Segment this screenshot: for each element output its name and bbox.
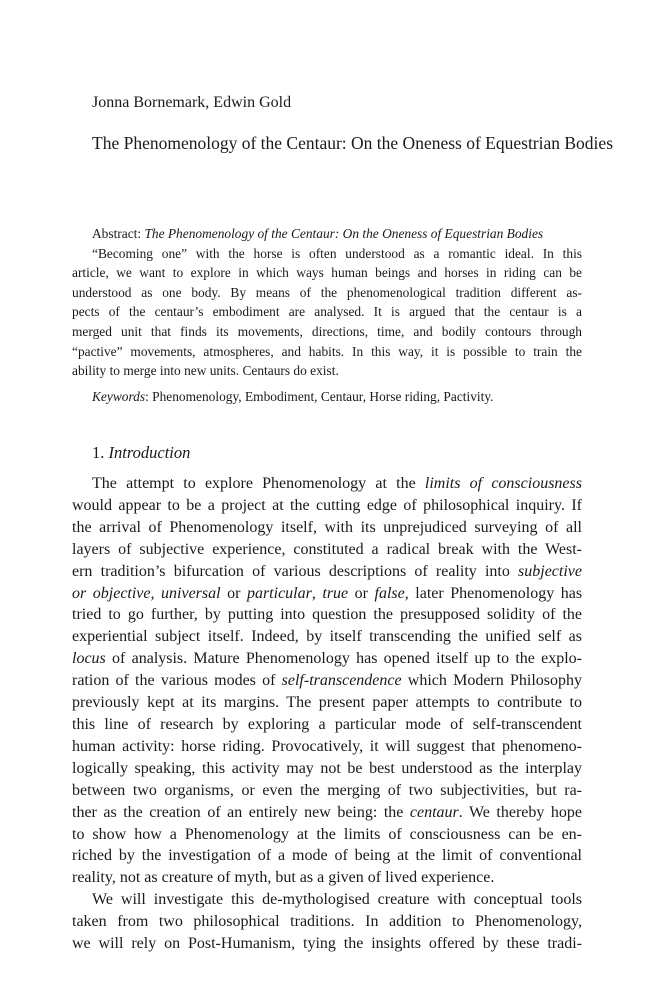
body-text-run: riched by the investigation of a mode of being at the limit of conventional	[72, 847, 582, 865]
abstract-line: understood as one body. By means of the phenomenological tradition different as-	[72, 284, 582, 300]
section-number: 1.	[92, 443, 109, 462]
body-text-run: taken from two philosophical traditions. In addition to Phenomenology,	[72, 913, 582, 931]
abstract-line: ability to merge into new units. Centaurs do exist.	[72, 363, 339, 379]
abstract-line: “Becoming one” with the horse is often understood as a romantic ideal. In this	[92, 245, 582, 261]
body-text-run: between two organisms, or even the merging of two subjectivities, but ra-	[72, 781, 582, 799]
body-text-run: to show how a Phenomenology at the limits of consciousness can be en-	[72, 825, 582, 843]
body-line	[72, 626, 582, 648]
body-line	[72, 933, 582, 955]
body-italic-run: particular	[246, 584, 312, 602]
keywords-label: Keywords	[92, 388, 146, 404]
paper-title: The Phenomenology of the Centaur: On the Oneness of Equestrian Bodies	[92, 133, 614, 153]
body-italic-run: limits of consciousness	[424, 475, 582, 492]
body-paragraph	[72, 889, 582, 955]
body-line	[72, 495, 582, 517]
body-text-run: tried to go further, by putting into question the presupposed solidity of the	[72, 606, 582, 624]
abstract-line: merged unit that finds its movements, directions, time, and bodily contours through	[72, 323, 582, 339]
body-text-run: ,	[311, 584, 323, 602]
body-line	[72, 780, 582, 802]
body-text-run: . We thereby hope	[458, 803, 582, 821]
body-text-run: ern tradition’s bifurcation of various descriptions of reality into	[72, 562, 519, 580]
body-text-run: We will investigate this de-mythologised creature with conceptual tools	[92, 891, 582, 909]
body-text-run: , later Phenomenology has	[404, 584, 583, 602]
abstract-line: “pactive” movements, atmospheres, and habits. In this way, it is possible to train the	[72, 343, 582, 359]
body-italic-run: subjective	[518, 562, 582, 580]
body-text-run: this line of research by exploring a particular mode of self-transcendent	[72, 715, 582, 733]
section-title: Introduction	[108, 443, 191, 462]
body-text	[72, 473, 582, 955]
body-text-run: we will rely on Post-Humanism, tying the insights offered by these tradi-	[72, 935, 582, 953]
body-italic-run: self-transcendence	[281, 672, 402, 690]
body-text-run: ther as the creation of an entirely new being: the	[72, 803, 410, 821]
body-line	[72, 758, 582, 780]
body-text-run: ration of the various modes of	[72, 672, 282, 690]
body-italic-run: true	[322, 584, 349, 602]
abstract-label: Abstract:	[92, 226, 145, 241]
body-text-run: would appear to be a project at the cutting edge of philosophical inquiry. If	[72, 496, 582, 514]
body-paragraph	[72, 473, 582, 889]
body-line	[72, 802, 582, 824]
body-italic-run: false	[374, 584, 405, 602]
body-line	[72, 648, 582, 670]
body-line	[72, 736, 582, 758]
section-heading	[92, 443, 190, 463]
body-line	[72, 473, 582, 495]
body-line	[72, 692, 582, 714]
body-text-run: human activity: horse riding. Provocatively, it will suggest that phenomeno-	[72, 737, 582, 755]
body-italic-run: centaur	[409, 803, 459, 821]
body-text-run: or	[348, 584, 375, 602]
body-italic-run: or	[72, 584, 87, 602]
body-line	[72, 714, 582, 736]
body-text-run: The attempt to explore Phenomenology at the	[92, 475, 425, 492]
body-line	[72, 539, 582, 561]
author-names: Jonna Bornemark, Edwin Gold	[92, 94, 292, 111]
body-line	[72, 845, 582, 867]
body-text-run: previously kept at its margins. The present paper attempts to contribute to	[72, 694, 582, 712]
body-text-run: experiential subject itself. Indeed, by itself transcending the unified self as	[72, 628, 582, 646]
body-text-run: or	[220, 584, 247, 602]
body-line	[72, 604, 582, 626]
keywords-text: : Phenomenology, Embodiment, Centaur, Horse riding, Pactivity.	[145, 388, 494, 404]
abstract-title-italic: The Phenomenology of the Centaur: On the Oneness of Equestrian Bodies	[144, 226, 544, 241]
body-italic-run: objective, universal	[92, 584, 221, 602]
body-line	[72, 911, 582, 933]
body-line	[72, 824, 582, 846]
body-line	[72, 517, 582, 539]
body-text-run: the arrival of Phenomenology itself, with its unprejudiced surveying of all	[72, 518, 582, 536]
body-text-run: layers of subjective experience, constituted a radical break with the West-	[72, 540, 582, 558]
body-line	[72, 561, 582, 583]
body-text-run: reality, not as creature of myth, but as a given of lived experience.	[72, 869, 495, 887]
abstract-block	[72, 224, 582, 406]
abstract-text	[72, 244, 582, 381]
body-line	[72, 867, 582, 889]
body-line	[72, 583, 582, 605]
body-line	[72, 670, 582, 692]
body-line	[72, 889, 582, 911]
body-text-run: of analysis. Mature Phenomenology has opened itself up to the explo-	[105, 650, 582, 668]
abstract-line: pects of the centaur’s embodiment are analysed. It is argued that the centaur is a	[72, 304, 582, 320]
abstract-heading	[72, 224, 582, 244]
abstract-line: article, we want to explore in which ways human beings and horses in riding can be	[72, 265, 582, 281]
body-text-run: logically speaking, this activity may not be best understood as the interplay	[72, 759, 582, 777]
body-italic-run: locus	[72, 650, 106, 668]
body-text-run: which Modern Philosophy	[401, 672, 582, 690]
keywords	[72, 387, 582, 407]
